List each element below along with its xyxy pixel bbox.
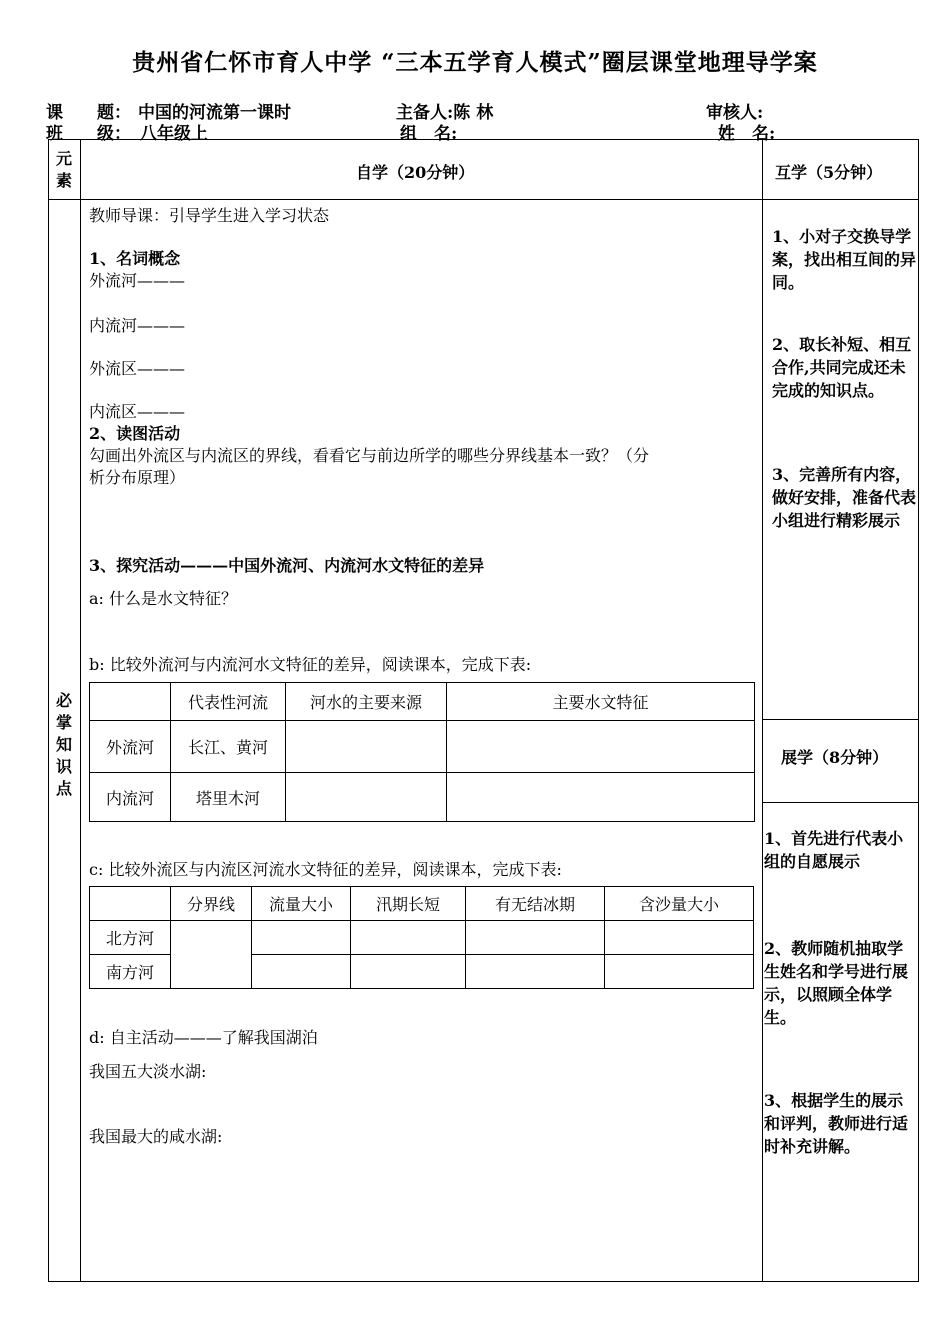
table-row [90,721,755,773]
column-mutual-study-header: 互学（5分钟） [775,163,883,182]
section-2-title: 2、读图活动 [89,424,181,443]
question-a: a: 什么是水文特征？ [89,589,238,608]
section-2-text-line2: 析分布原理） [89,468,186,487]
group-label: 组 名: [400,124,458,144]
table-header-cell: 含沙量大小 [605,887,754,921]
reviewer: 审核人: [706,103,764,123]
river-comparison-table [89,682,755,822]
table-cell: 长江、黄河 [171,721,286,773]
name-label: 姓 名: [718,124,776,144]
table-cell[interactable] [171,921,252,989]
table-cell [90,887,171,921]
mutual-step-1: 1、小对子交换导学案，找出相互间的异同。 [772,227,917,292]
mutual-step-2: 2、取长补短、相互合作,共同完成还未完成的知识点。 [772,335,912,400]
must-know-label: 必掌知识点 [55,691,72,798]
show-step-1: 1、首先进行代表小组的自愿展示 [764,829,904,871]
topic-label: 课 题： [46,103,131,123]
table-cell[interactable] [286,773,447,822]
table-cell[interactable] [252,921,351,955]
table-cell [90,683,171,721]
table-header-cell: 汛期长短 [351,887,466,921]
region-comparison-table [89,886,754,989]
divider [762,802,919,803]
section-1-title: 1、名词概念 [89,249,181,268]
column-self-study-header: 自学（20分钟） [356,163,475,182]
question-c: c: 比较外流区与内流区河流水文特征的差异，阅读课本，完成下表: [89,860,562,879]
term-external-river: 外流河——— [89,271,186,290]
mutual-step-3: 3、完善所有内容，做好安排，准备代表小组进行精彩展示 [772,465,917,530]
term-external-region: 外流区——— [89,359,186,378]
table-cell: 外流河 [90,721,171,773]
table-header-cell: 分界线 [171,887,252,921]
preparer: 主备人:陈 林 [396,103,494,123]
table-cell[interactable] [351,955,466,989]
table-row [90,921,754,955]
table-cell[interactable] [466,921,605,955]
show-step-2: 2、教师随机抽取学生姓名和学号进行展示，以照顾全体学生。 [764,939,909,1027]
table-cell[interactable] [605,955,754,989]
table-cell: 北方河 [90,921,171,955]
question-d: d: 自主活动———了解我国湖泊 [89,1028,318,1047]
table-header-row [90,683,755,721]
teacher-intro: 教师导课：引导学生进入学习状态 [89,206,330,225]
table-cell[interactable] [447,773,755,822]
table-header-cell: 河水的主要来源 [286,683,447,721]
table-row [90,773,755,822]
term-internal-region: 内流区——— [89,402,186,421]
table-cell[interactable] [466,955,605,989]
table-header-cell: 流量大小 [252,887,351,921]
freshwater-lakes-prompt: 我国五大淡水湖: [89,1062,207,1081]
column-show-study-header: 展学（8分钟） [781,748,889,767]
table-cell[interactable] [447,721,755,773]
question-b: b: 比较外流河与内流河水文特征的差异，阅读课本，完成下表: [89,655,532,674]
table-cell: 塔里木河 [171,773,286,822]
divider [762,139,763,1282]
section-2-text-line1: 勾画出外流区与内流区的界线，看看它与前边所学的哪些分界线基本一致？（分 [89,446,650,465]
saltwater-lake-prompt: 我国最大的咸水湖: [89,1127,223,1146]
term-internal-river: 内流河——— [89,316,186,335]
table-header-cell: 有无结冰期 [466,887,605,921]
divider [762,719,919,720]
show-step-3: 3、根据学生的展示和评判，教师进行适时补充讲解。 [764,1091,909,1156]
page-title: 贵州省仁怀市育人中学 “三本五学育人模式”圈层课堂地理导学案 [132,49,818,76]
table-header-cell: 主要水文特征 [447,683,755,721]
table-header-row [90,887,754,921]
divider [48,199,919,200]
section-3-title: 3、探究活动———中国外流河、内流河水文特征的差异 [89,556,485,575]
table-header-cell: 代表性河流 [171,683,286,721]
table-cell[interactable] [605,921,754,955]
divider [80,139,81,1282]
table-cell: 内流河 [90,773,171,822]
column-element-header: 元素 [55,149,72,190]
class-label: 班 级： [46,124,131,144]
table-cell[interactable] [252,955,351,989]
table-cell[interactable] [351,921,466,955]
table-cell: 南方河 [90,955,171,989]
table-cell[interactable] [286,721,447,773]
class-value: 八年级上 [140,124,208,144]
topic-value: 中国的河流第一课时 [138,103,291,123]
